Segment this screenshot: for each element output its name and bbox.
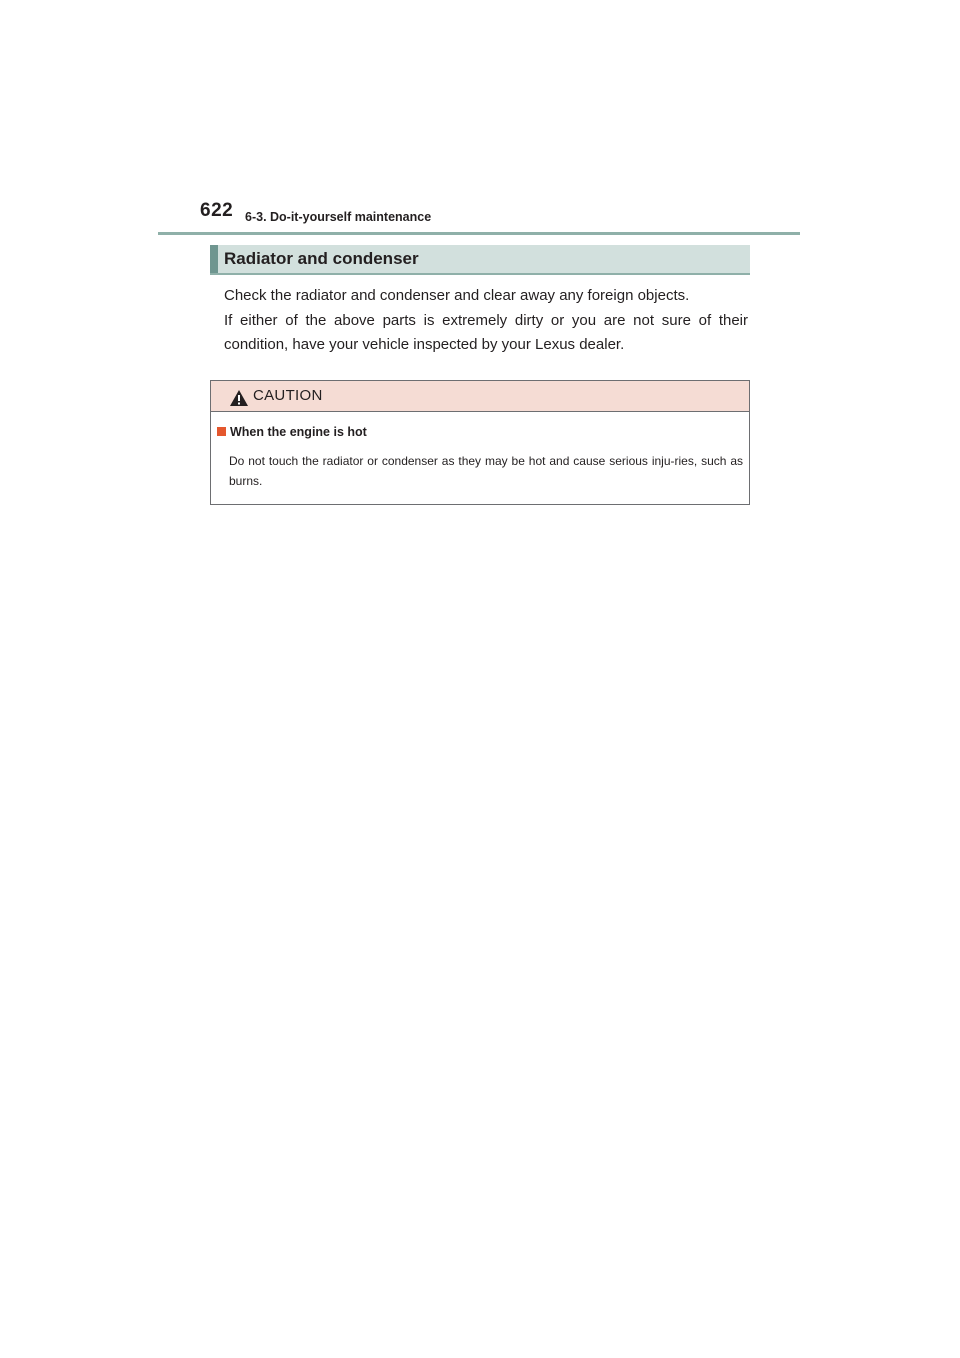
section-heading (210, 245, 750, 275)
page-number: 622 (200, 200, 234, 221)
header-rule (158, 232, 800, 235)
section-heading-accent-bar (210, 245, 218, 273)
caution-label: CAUTION (253, 387, 323, 404)
caution-item-text: Do not touch the radiator or condenser as they may be hot and cause serious inju-ries, such as burns. (229, 454, 743, 488)
caution-item-title (217, 425, 367, 439)
body-paragraph-2: If either of the above parts is extremely dirty or you are not sure of their condition, have your vehicle inspected by your Lexus dealer. (224, 311, 748, 353)
section-heading-text: Radiator and condenser (224, 249, 419, 268)
caution-item-title-text: When the engine is hot (230, 425, 367, 439)
square-bullet-icon (217, 427, 226, 436)
caution-box (210, 380, 750, 505)
caution-header (211, 381, 749, 412)
body-text (224, 284, 748, 358)
body-paragraph-1: Check the radiator and condenser and clear away any foreign objects. (224, 287, 690, 304)
warning-triangle-icon (229, 389, 249, 407)
chapter-title: 6-3. Do-it-yourself maintenance (245, 210, 432, 224)
